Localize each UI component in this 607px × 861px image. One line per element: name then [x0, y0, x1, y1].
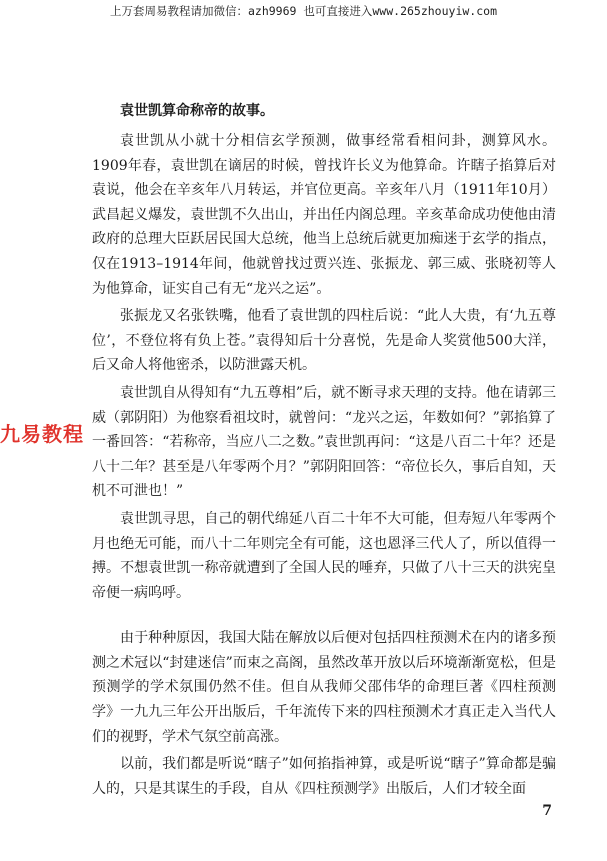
- page-number: 7: [542, 803, 552, 819]
- body-paragraph-1: 由于种种原因，我国大陆在解放以后便对包括四柱预测术在内的诸多预测之术冠以“封建迷信”而束之高阁，虽然改革开放以后环境渐渐宽松，但是预测学的学术氛围仍然不佳。但自从我师父邵伟华的命理巨著《四柱预测学》一九九三年公开出版后，千年流传下来的四柱预测术才真正走入当代人们的视野，学术气氛空前高涨。: [92, 630, 556, 745]
- section-title: 袁世凯算命称帝的故事。: [120, 103, 274, 119]
- top-banner-text: 上万套周易教程请加微信：azh9969 也可直接进入www.265zhouyiw.com: [109, 4, 497, 18]
- story-paragraph-4: 袁世凯寻思，自己的朝代绵延八百二十年不大可能，但寿短八年零两个月也绝无可能，而八十二年则完全有可能，这也恩泽三代人了，所以值得一搏。不想袁世凯一称帝就遭到了全国人民的唾弃，只做了八十三天的洪宪皇帝便一病呜呼。: [92, 510, 556, 601]
- story-paragraph-2: 张振龙又名张铁嘴，他看了袁世凯的四柱后说：“此人大贵，有‘九五尊位’，不登位将有负上苍。”袁得知后十分喜悦，先是命人奖赏他500大洋，后又命人将他密杀，以防泄露天机。: [92, 308, 556, 374]
- story-paragraph-1: 袁世凯从小就十分相信玄学预测，做事经常看相问卦，测算风水。1909年春，袁世凯在谪居的时候，曾找许长义为他算命。许瞎子掐算后对袁说，他会在辛亥年八月转运，并官位更高。辛亥年八月（1911年10月）武昌起义爆发，袁世凯不久出山，并出任内阁总理。辛亥革命成功使他由清政府的总理大臣跃居民国大总统，他当上总统后就更加痴迷于玄学的指点，仅在1913–1914年间，他就曾找过贾兴连、张振龙、郭三威、张晓初等人为他算命，证实自己有无“龙兴之运”。: [92, 133, 556, 297]
- side-watermark-label: 九易教程: [0, 422, 84, 446]
- story-paragraph-3: 袁世凯自从得知有“九五尊相”后，就不断寻求天理的支持。他在请郭三威（郭阴阳）为他察看祖坟时，就曾问：“龙兴之运，年数如何？”郭掐算了一番回答：“若称帝，当应八二之数。”袁世凯再问：“这是八百二十年？还是八十二年？甚至是八年零两个月？”郭阴阳回答：“帝位长久，事后自知，天机不可泄也！”: [92, 384, 556, 500]
- page-content: [92, 100, 556, 804]
- body-paragraph-2: 以前，我们都是听说“瞎子”如何掐指神算，或是听说“瞎子”算命都是骗人的，只是其谋生的手段，自从《四柱预测学》出版后，人们才较全面: [92, 756, 556, 797]
- section-gap: [92, 608, 556, 626]
